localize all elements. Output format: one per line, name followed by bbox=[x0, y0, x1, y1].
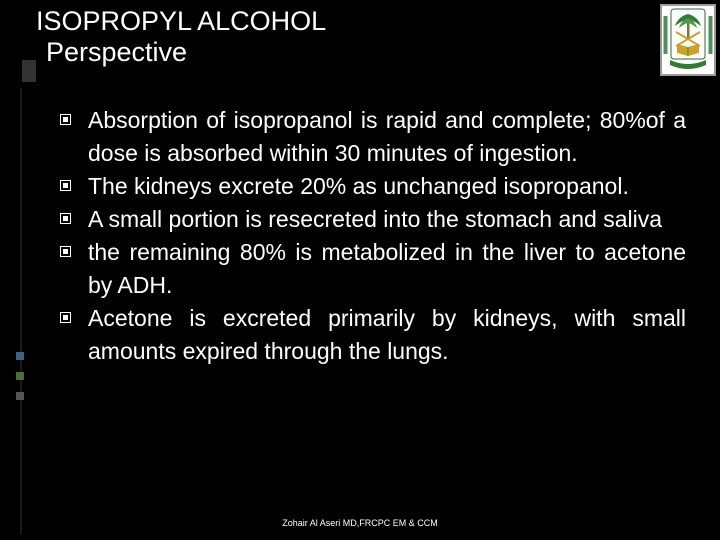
slide-footer: Zohair Al Aseri MD,FRCPC EM & CCM bbox=[282, 518, 438, 528]
title-accent-bar bbox=[22, 60, 36, 82]
bullet-text: A small portion is resecreted into the stomach and saliva bbox=[88, 206, 663, 232]
accent-square-grey bbox=[16, 392, 24, 400]
university-logo bbox=[660, 4, 716, 76]
list-item bbox=[60, 302, 686, 368]
bullet-text: The kidneys excrete 20% as unchanged isopropanol. bbox=[88, 173, 629, 199]
square-bullet-icon bbox=[60, 312, 71, 323]
square-bullet-icon bbox=[60, 114, 71, 125]
square-bullet-icon bbox=[60, 246, 71, 257]
list-item bbox=[60, 203, 686, 236]
accent-square-blue bbox=[16, 352, 24, 360]
square-bullet-icon bbox=[60, 213, 71, 224]
title-main: ISOPROPYL ALCOHOL bbox=[36, 6, 327, 36]
bullet-text: the remaining 80% is metabolized in the liver to acetone by ADH. bbox=[88, 239, 686, 298]
list-item bbox=[60, 236, 686, 302]
title-subtitle: Perspective bbox=[46, 37, 188, 67]
bullet-list bbox=[60, 104, 686, 368]
list-item bbox=[60, 170, 686, 203]
list-item bbox=[60, 104, 686, 170]
accent-square-green bbox=[16, 372, 24, 380]
slide-title bbox=[36, 6, 326, 68]
bullet-text: Acetone is excreted primarily by kidneys, with small amounts expired through the lungs. bbox=[88, 305, 686, 364]
bullet-text: Absorption of isopropanol is rapid and complete; 80%of a dose is absorbed within 30 minutes of ingestion. bbox=[88, 107, 686, 166]
left-divider bbox=[20, 88, 22, 534]
square-bullet-icon bbox=[60, 180, 71, 191]
university-crest-icon bbox=[662, 6, 714, 74]
